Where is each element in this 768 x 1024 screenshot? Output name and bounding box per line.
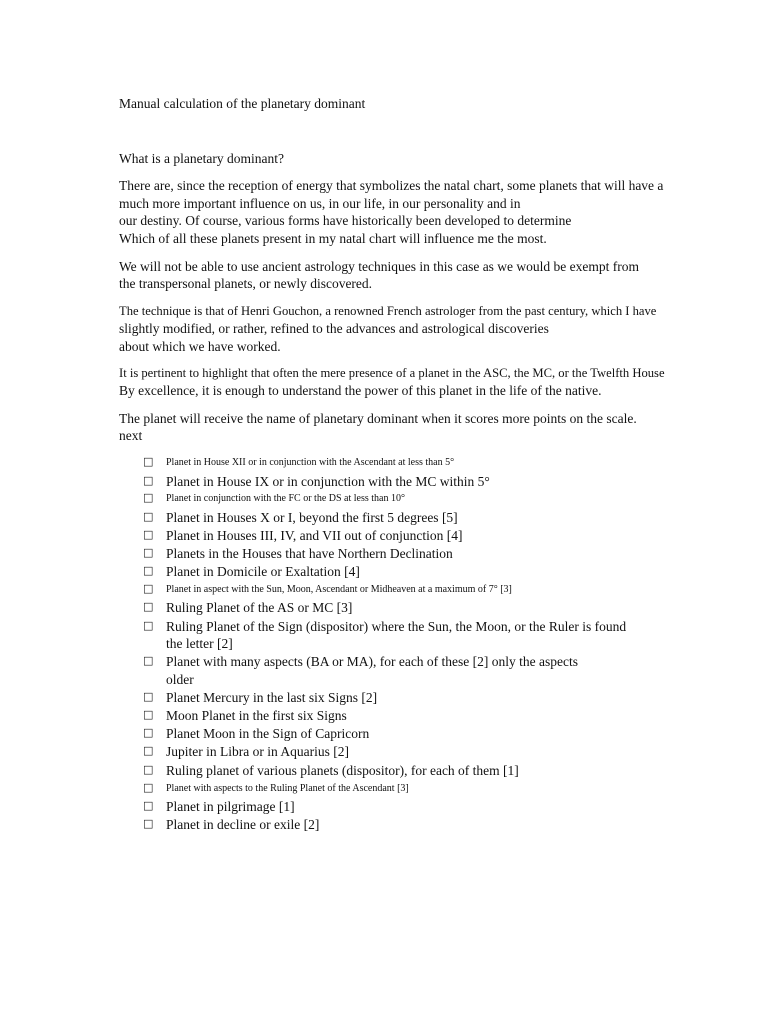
checkbox-icon: □: [143, 474, 154, 487]
paragraph-2-line-1: We will not be able to use ancient astrology techniques in this case as we would be exempt from: [119, 259, 640, 274]
checkbox-icon: □: [143, 726, 154, 739]
document-page: Manual calculation of the planetary dominant What is a planetary dominant? There are, since the reception of energy that symbolizes the natal chart, some planets that will have a much more important influence on us, in our life, in our personality and in our destiny. Of course, various forms have historically been developed to determine Which of all these planets present in my natal chart will influence me the most. We will not be able to use ancient astrology techniques in this case as we would be exempt from the transpersonal planets, or newly discovered. The technique is that of Henri Gouchon, a renowned French astrologer from the past century, which I have slightly modified, or rather, refined to the advances and astrological discoveries about which we have worked. It is pertinent to highlight that often the mere presence of a planet in the ASC, the MC, or the Twelfth House By excellence, it is enough to understand the power of this planet in the life of the native. The planet will receive the name of planetary dominant when it scores more points on the scale. next □ Planet in House XII or in conjunction with the Ascendant at less than 5° □ Planet in House IX or in conjunction with the MC within 5° □ Planet in conjunction with the FC or the DS at less than 10° □ Planet in Houses X or I, beyond the first 5 degrees [5] □ Planet in Houses III, IV, and VII out of conjunction [4] □ Planets in the Houses that have Northern Declination □ Planet in Domicile or Exaltation [4] □ Planet in aspect with the Sun, Moon, Ascendant or Midheaven at a maximum of 7° [3] □ Ruling Planet of the AS or MC [3] □ Ruling Planet of the Sign (dispositor) where the Sun, the Moon, or the Ruler is found the letter [2] □ Planet with many aspects (BA or MA), for each of these [2] only the aspects older □ Planet Mercury in the last six Signs [2] □ Moon Planet in the first six Signs □ Planet Moon in the Sign of Capricorn □ Jupiter in Libra or in Aquarius [2] □ Ruling planet of various planets (dispositor), for each of them [1] □ Planet with aspects to the Ruling Planet of the Ascendant [3] □ Planet in pilgrimage [1] □ Planet in decline or exile [2]: [119, 96, 665, 832]
paragraph-1-line-4: Which of all these planets present in my natal chart will influence me the most.: [119, 231, 547, 246]
paragraph-5-line-1: The planet will receive the name of planetary dominant when it scores more points on the scale.: [119, 411, 637, 426]
checkbox-icon: □: [143, 744, 154, 757]
checkbox-icon: □: [143, 600, 154, 613]
paragraph-3-line-2: slightly modified, or rather, refined to the advances and astrological discoveries: [119, 321, 549, 336]
checkbox-icon: □: [143, 654, 154, 667]
paragraph-5-line-2: next: [119, 428, 143, 443]
paragraph-3-line-3: about which we have worked.: [119, 339, 281, 354]
paragraph-1-line-2: much more important influence on us, in our life, in our personality and in: [119, 196, 521, 211]
checkbox-icon: □: [143, 708, 154, 721]
checkbox-icon: □: [143, 690, 154, 703]
paragraph-4-line-2: By excellence, it is enough to understand the power of this planet in the life of the native.: [119, 383, 602, 398]
checkbox-icon: □: [143, 546, 154, 559]
paragraph-3-line-1: The technique is that of Henri Gouchon, a renowned French astrologer from the past century, which I have: [119, 304, 657, 318]
paragraph-1-line-3: our destiny. Of course, various forms have historically been developed to determine: [119, 213, 572, 228]
checkbox-icon: □: [143, 582, 154, 595]
paragraph-1-line-1: There are, since the reception of energy that symbolizes the natal chart, some planets that will have a: [119, 178, 664, 193]
document-title: Manual calculation of the planetary dominant: [119, 96, 366, 111]
checkbox-icon: □: [143, 455, 154, 468]
checkbox-icon: □: [143, 564, 154, 577]
checkbox-icon: □: [143, 763, 154, 776]
checkbox-icon: □: [143, 799, 154, 812]
checkbox-icon: □: [143, 619, 154, 632]
paragraph-4-line-1: It is pertinent to highlight that often the mere presence of a planet in the ASC, the MC, or the Twelfth House: [119, 366, 665, 380]
checkbox-icon: □: [143, 510, 154, 523]
checkbox-icon: □: [143, 491, 154, 504]
paragraph-2-line-2: the transpersonal planets, or newly discovered.: [119, 276, 373, 291]
checkbox-icon: □: [143, 528, 154, 541]
checkbox-icon: □: [143, 817, 154, 830]
section-heading: What is a planetary dominant?: [119, 151, 284, 166]
checkbox-icon: □: [143, 781, 154, 794]
